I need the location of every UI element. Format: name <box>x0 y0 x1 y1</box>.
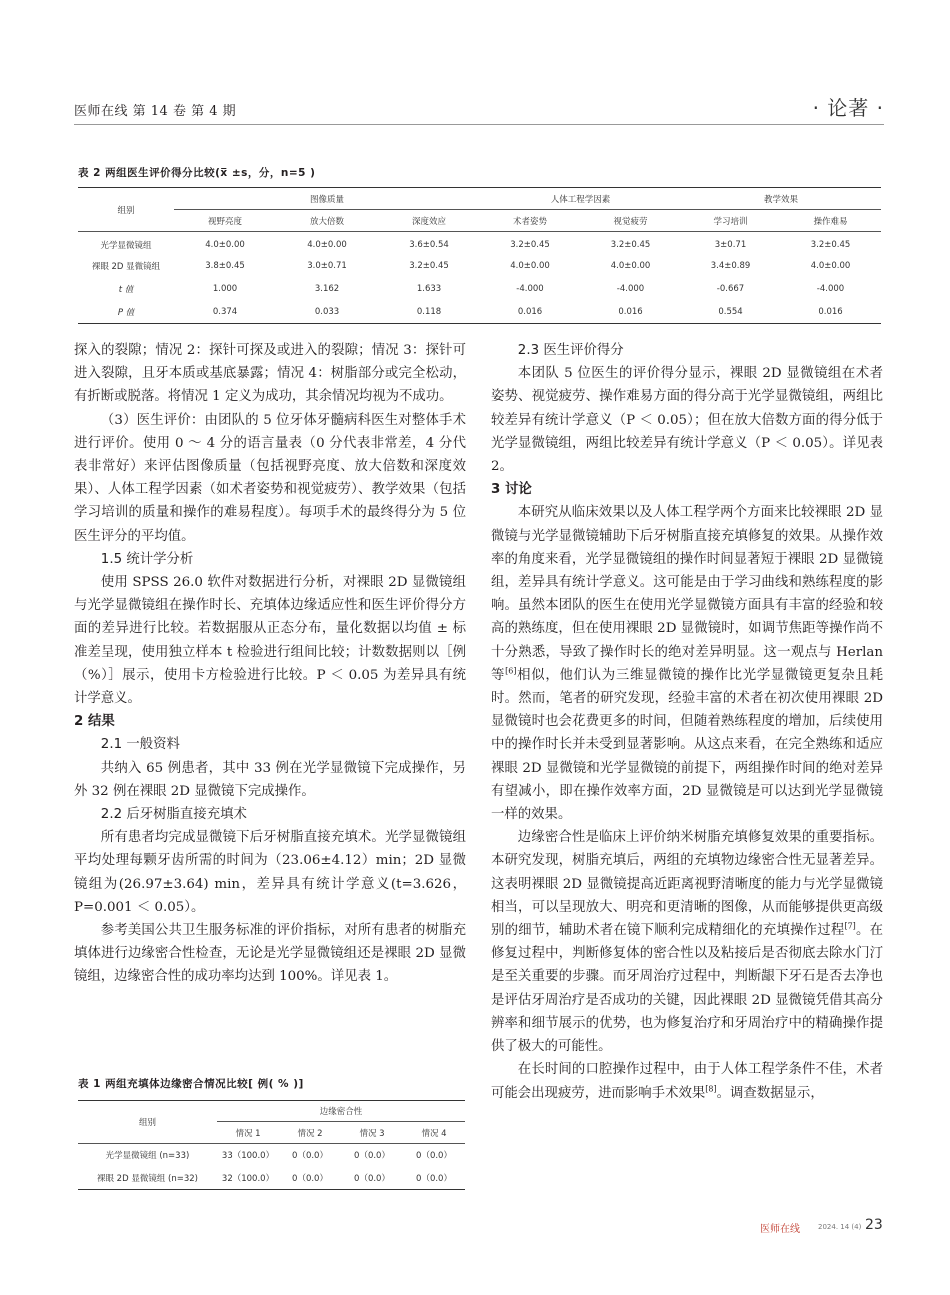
subsection-heading: 2.2 后牙树脂直接充填术 <box>100 807 247 823</box>
table2-group-header: 图像质量 <box>174 188 480 210</box>
table-cell: 4.0±0.00 <box>510 261 550 271</box>
paragraph: （3）医生评价：由团队的 5 位牙体牙髓病科医生对整体手术进行评价。使用 0 ～ 4 分的语言量表（0 分代表非常差，4 分代表非常好）来评估图像质量（包括视野亮度、放大倍数和深度效果）、人体工程学因素（如术者姿势和视觉疲劳）、教学效果（包括学习培训的质量和操作的难易程度）。每项手术的最终得分为 5 位医生评分的平均值。 <box>74 412 466 544</box>
citation-ref[interactable]: [6] <box>505 666 517 676</box>
table1-subheader: 情况 4 <box>403 1122 465 1144</box>
table-cell: 4.0±0.00 <box>810 261 851 271</box>
table2-subheader: 深度效应 <box>378 210 480 232</box>
paragraph: 参考美国公共卫生服务标准的评价指标，对所有患者的树脂充填体进行边缘密合性检查，无论是光学显微镜组还是裸眼 2D 显微镜组，边缘密合性的成功率均达到 100%。详见表 1。 <box>74 923 466 985</box>
paragraph <box>491 1058 883 1104</box>
table-cell: 4.0±0.00 <box>205 239 245 250</box>
paragraph: 使用 SPSS 26.0 软件对数据进行分析，对裸眼 2D 显微镜组与光学显微镜组在操作时长、充填体边缘适应性和医生评价得分方面的差异进行比较。若数据服从正态分布，量化数据以均值 ± 标准差呈现，使用独立样本 t 检验进行组间比较；计数数据则以［例（%）］展示，使用卡方检验进行比较。P ＜ 0.05 为差异具有统计学意义。 <box>74 575 466 707</box>
table-cell: 0（0.0） <box>292 1151 328 1162</box>
table-cell: 4.0±0.00 <box>610 261 651 271</box>
paragraph-text: 在长时间的口腔操作过程中，由于人体工程学条件不佳，术者可能会出现疲劳，进而影响手术效果 <box>491 1062 883 1101</box>
table1-caption: 表 1 两组充填体边缘密合情况比较[ 例( % )] <box>78 1078 304 1090</box>
journal-logo: 医师在线 <box>760 1224 800 1235</box>
table2-subheader: 视野亮度 <box>174 210 276 232</box>
table-cell: 3.2±0.45 <box>510 239 550 250</box>
table1-subheader: 情况 3 <box>341 1122 403 1144</box>
running-head: 医师在线 第 14 卷 第 4 期 <box>74 104 237 119</box>
table1-subheader: 情况 2 <box>279 1122 341 1144</box>
table-cell: 0（0.0） <box>354 1151 390 1162</box>
table2-subheader: 放大倍数 <box>276 210 378 232</box>
table-cell: 0.016 <box>618 306 643 317</box>
table-cell: 1.633 <box>416 284 442 294</box>
row-label: P 值 <box>117 307 135 318</box>
table-row <box>78 1167 465 1190</box>
paragraph: 本团队 5 位医生的评价得分显示，裸眼 2D 显微镜组在术者姿势、视觉疲劳、操作难易方面的得分高于光学显微镜组，两组比较差异有统计学意义（P ＜ 0.05）；但在放大倍数方面的得分低于光学显微镜组，两组比较差异有统计学意义（P ＜ 0.05）。详见表 2。 <box>491 366 883 475</box>
table2-subheader: 术者姿势 <box>480 210 580 232</box>
paragraph: 探入的裂隙；情况 2：探针可探及或进入的裂隙；情况 3：探针可进入裂隙，且牙本质或基底暴露；情况 4：树脂部分或完全松动，有折断或脱落。将情况 1 定义为成功，其余情况均视为不成功。 <box>74 343 466 405</box>
row-label: 光学显微镜组 (n=33) <box>105 1151 190 1162</box>
table-cell: 3.0±0.71 <box>307 261 347 271</box>
table-cell: 0.033 <box>314 306 340 317</box>
table-cell: 0（0.0） <box>292 1173 328 1184</box>
table-cell: 1.000 <box>212 284 238 294</box>
table-row <box>78 1144 465 1167</box>
paragraph <box>491 826 883 1058</box>
table1-group-col: 组别 <box>78 1101 217 1144</box>
left-column <box>74 339 466 989</box>
paragraph-text: 。在修复过程中，判断修复体的密合性以及粘接后是否彻底去除水门汀是至关重要的步骤。而牙周治疗过程中，判断龈下牙石是否去净也是评估牙周治疗是否成功的关键，因此裸眼 2D 显微镜凭借其高分辨率和细节展示的优势，也为修复治疗和牙周治疗中的精确操作提供了极大的可能性。 <box>491 923 884 1055</box>
section-heading: 3 讨论 <box>491 482 532 498</box>
paragraph-text: 。调查数据显示， <box>716 1085 824 1101</box>
paragraph: 所有患者均完成显微镜下后牙树脂直接充填术。光学显微镜组平均处理每颗牙齿所需的时间为（23.06±4.12）min；2D 显微镜组为(26.97±3.64) min，差异具有统计学意义(t=3.626，P=0.001 ＜ 0.05）。 <box>74 830 466 915</box>
table-cell: 0.374 <box>212 306 238 317</box>
row-label: 光学显微镜组 <box>100 240 152 251</box>
table-row <box>78 232 881 255</box>
row-label: 裸眼 2D 显微镜组 <box>91 262 161 272</box>
header-rule <box>74 124 884 125</box>
table-cell: -4.000 <box>816 284 845 294</box>
table-cell: 0.016 <box>818 306 843 317</box>
table-row <box>78 301 881 324</box>
citation-ref[interactable]: [7] <box>844 921 856 931</box>
table2-group-col: 组别 <box>78 188 174 232</box>
table-cell: 32（100.0） <box>221 1173 275 1184</box>
table-cell: 3.2±0.45 <box>810 239 851 250</box>
table-cell: -4.000 <box>616 284 645 294</box>
table-cell: 3.4±0.89 <box>710 261 751 271</box>
table2-group-header: 人体工程学因素 <box>480 188 681 210</box>
paragraph-text: 相似，他们认为三维显微镜的操作比光学显微镜更复杂且耗时。然而，笔者的研究发现，经验丰富的术者在初次使用裸眼 2D 显微镜时也会花费更多的时间，但随着熟练程度的增加，后续使用中的操作时长并未受到显著影响。从这点来看，在完全熟练和适应裸眼 2D 显微镜和光学显微镜的前提下，两组操作时间的绝对差异有望减小，即在操作效率方面，2D 显微镜是可以达到光学显微镜一样的效果。 <box>491 667 884 823</box>
section-heading: 2 结果 <box>74 714 115 730</box>
table2-subheader: 学习培训 <box>681 210 780 232</box>
table-cell: 3.6±0.54 <box>409 239 449 250</box>
table2 <box>78 187 881 324</box>
table-cell: 0（0.0） <box>416 1173 452 1184</box>
table2-group-header: 教学效果 <box>681 188 881 210</box>
table-cell: 3.2±0.45 <box>409 261 449 271</box>
table-cell: 0（0.0） <box>354 1173 390 1184</box>
table-row <box>78 278 881 301</box>
table2-subheader: 视觉疲劳 <box>580 210 681 232</box>
table-cell: 3.8±0.45 <box>205 261 245 271</box>
table-cell: 0.554 <box>718 306 743 317</box>
subsection-heading: 2.3 医生评价得分 <box>517 343 624 358</box>
table-cell: 4.0±0.00 <box>307 239 347 250</box>
table-cell: 3.2±0.45 <box>610 239 651 250</box>
table1-group-header: 边缘密合性 <box>217 1101 465 1122</box>
paragraph: 共纳入 65 例患者，其中 33 例在光学显微镜下完成操作，另外 32 例在裸眼 2D 显微镜下完成操作。 <box>74 760 466 799</box>
table-cell: 3±0.71 <box>714 239 747 250</box>
citation-ref[interactable]: [8] <box>705 1084 717 1094</box>
table-row <box>78 255 881 278</box>
table1 <box>78 1100 465 1190</box>
table-cell: 33（100.0） <box>221 1151 275 1162</box>
paragraph-text: 边缘密合性是临床上评价纳米树脂充填修复效果的重要指标。本研究发现，树脂充填后，两组的充填物边缘密合性无显著差异。这表明裸眼 2D 显微镜提高近距离视野清晰度的能力与光学显微镜相当，可以呈现放大、明亮和更清晰的图像，从而能够提供更高级别的细节，辅助术者在镜下顺利完成精细化的充填操作过程 <box>491 830 883 939</box>
table-cell: 3.162 <box>314 284 340 294</box>
table-cell: -0.667 <box>716 284 745 294</box>
right-column <box>491 339 883 1105</box>
table1-subheader: 情况 1 <box>217 1122 279 1144</box>
subsection-heading: 2.1 一般资料 <box>100 737 180 753</box>
row-label: 裸眼 2D 显微镜组 (n=32) <box>96 1173 199 1184</box>
subsection-heading: 1.5 统计学分析 <box>100 551 194 567</box>
page-number: 23 <box>865 1217 883 1233</box>
table-cell: 0.118 <box>416 306 442 317</box>
row-label: t 值 <box>118 285 134 295</box>
table2-subheader: 操作难易 <box>780 210 881 232</box>
paragraph <box>491 501 883 826</box>
table-cell: 0.016 <box>517 306 543 317</box>
table-cell: -4.000 <box>516 284 544 294</box>
table2-caption: 表 2 两组医生评价得分比较(x̅ ±s，分，n=5 ) <box>78 167 316 179</box>
paragraph-text: 本研究从临床效果以及人体工程学两个方面来比较裸眼 2D 显微镜与光学显微镜辅助下后牙树脂直接充填修复的效果。从操作效率的角度来看，光学显微镜组的操作时间显著短于裸眼 2D 显微镜组，差异具有统计学意义。这可能是由于学习曲线和熟练程度的影响。虽然本团队的医生在使用光学显微镜方面具有丰富的经验和较高的熟练度，但在使用裸眼 2D 显微镜时，如调节焦距等操作尚不十分熟悉，导致了操作时长的绝对差异明显。这一观点与 Herlan 等 <box>491 505 883 683</box>
issue-label: 2024. 14 (4) <box>818 1223 862 1231</box>
table-cell: 0（0.0） <box>416 1151 452 1162</box>
section-label: · 论著 · <box>812 96 884 120</box>
